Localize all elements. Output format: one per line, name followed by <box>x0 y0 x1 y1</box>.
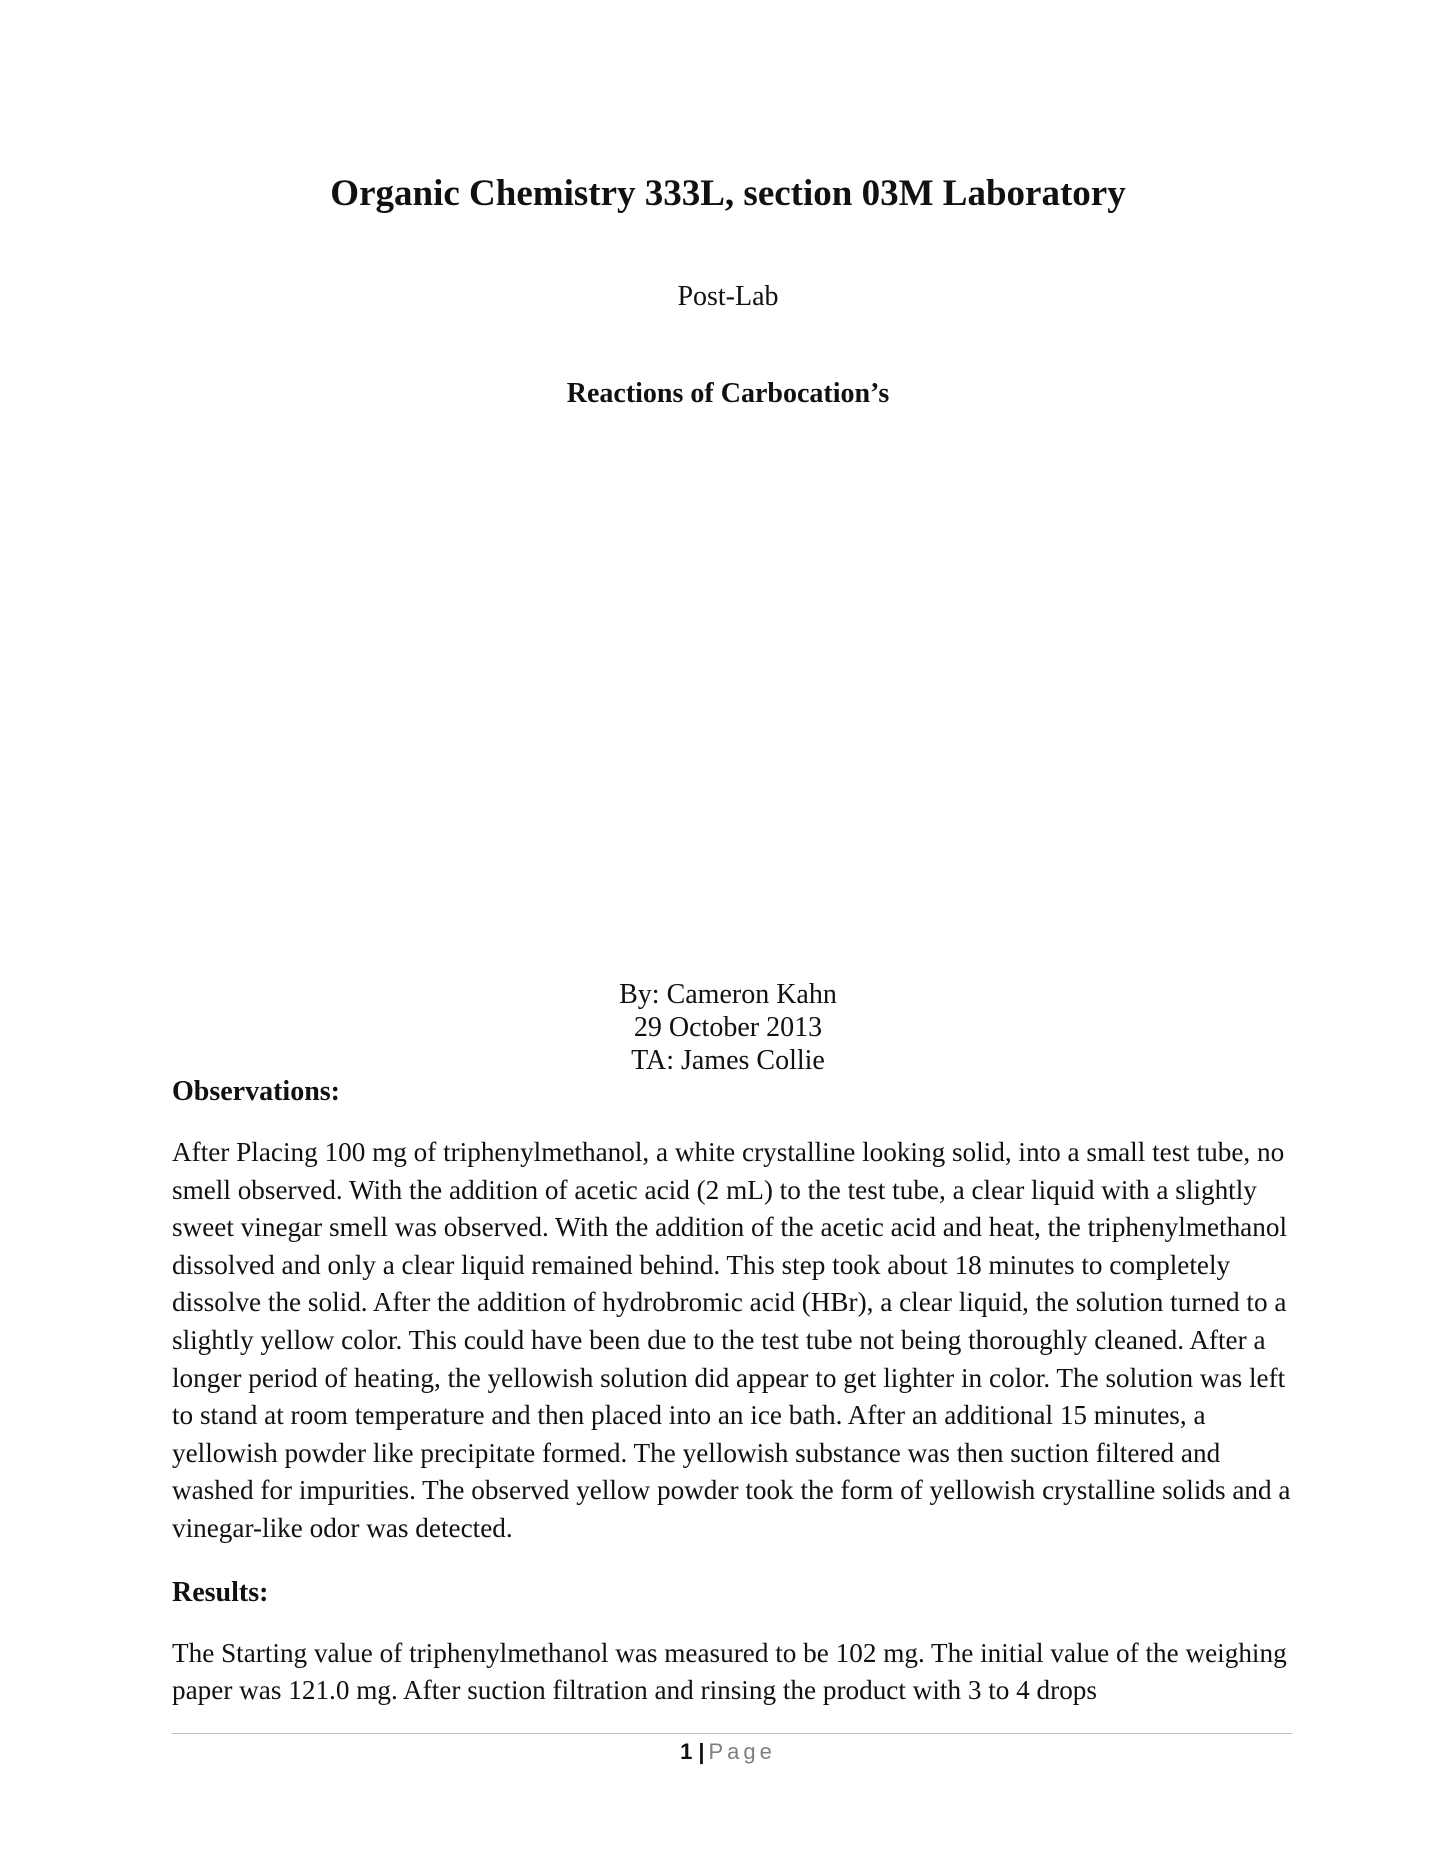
observations-heading: Observations: <box>172 1076 340 1107</box>
results-heading: Results: <box>172 1576 269 1608</box>
document-title: Organic Chemistry 333L, section 03M Laboratory <box>330 173 1126 214</box>
report-title: Reactions of Carbocation’s <box>566 378 890 409</box>
footer-divider <box>172 1733 1292 1734</box>
page-label: Page <box>708 1739 776 1764</box>
observations-paragraph: After Placing 100 mg of triphenylmethanol, a white crystalline looking solid, into a small test tube, no smell observed. With the addition of acetic acid (2 mL) to the test tube, a clear liquid with a slightly sweet vinegar smell was observed. With the addition of the acetic acid and heat, the triphenylmethanol dissolved and only a clear liquid remained behind. This step took about 18 minutes to completely dissolve the solid. After the addition of hydrobromic acid (HBr), a clear liquid, the solution turned to a slightly yellow color. This could have been due to the test tube not being thoroughly cleaned. After a longer period of heating, the yellowish solution did appear to get lighter in color. The solution was left to stand at room temperature and then placed into an ice bath. After an additional 15 minutes, a yellowish powder like precipitate formed. The yellowish substance was then suction filtered and washed for impurities. The observed yellow powder took the form of yellowish crystalline solids and a vinegar-like odor was detected. <box>172 1137 1291 1543</box>
document-subtitle: Post-Lab <box>677 281 779 312</box>
page-footer <box>0 1737 1456 1767</box>
date-line: 29 October 2013 <box>633 1012 823 1043</box>
ta-line: TA: James Collie <box>631 1045 825 1076</box>
author-block <box>0 978 1456 1077</box>
footer-separator: | <box>698 1739 705 1764</box>
author-line: By: Cameron Kahn <box>619 979 837 1010</box>
page-number: 1 <box>680 1739 693 1764</box>
body-content <box>172 1075 1292 1710</box>
results-paragraph: The Starting value of triphenylmethanol was measured to be 102 mg. The initial value of the weighing paper was 121.0 mg. After suction filtration and rinsing the product with 3 to 4 drops <box>172 1637 1287 1706</box>
